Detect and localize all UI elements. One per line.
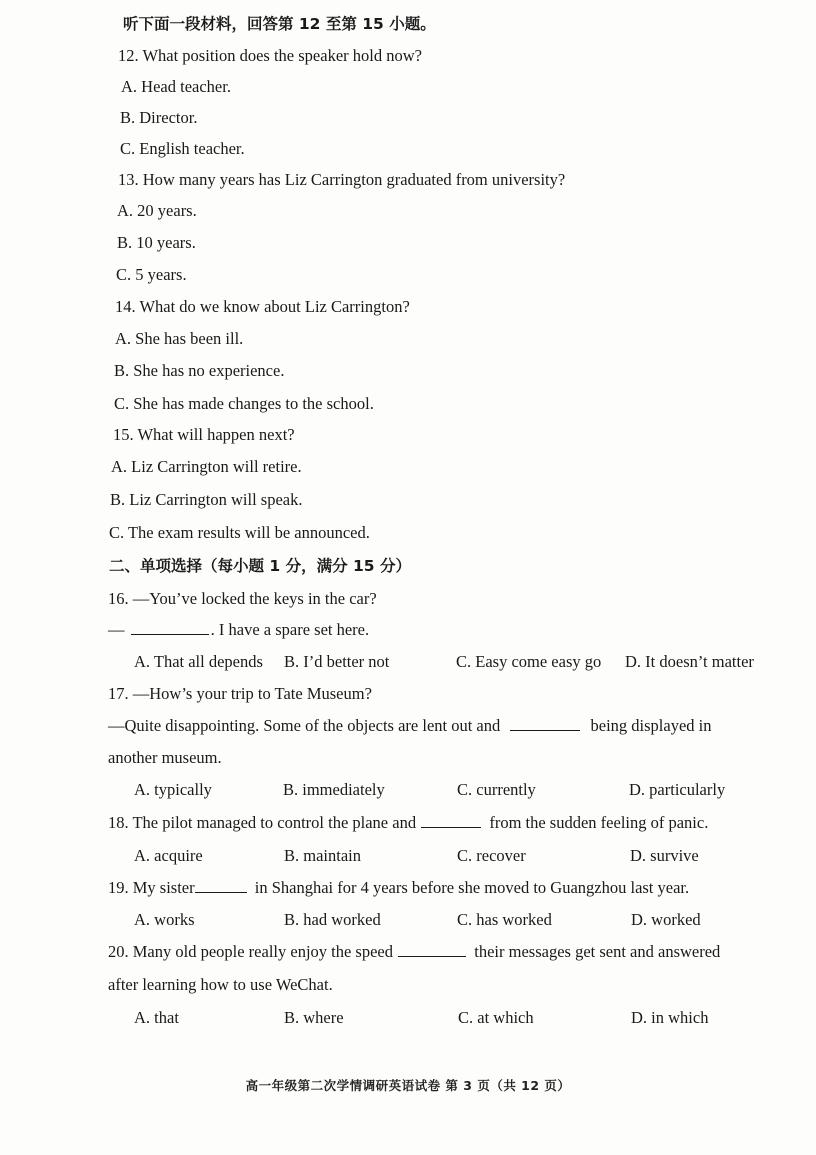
q16-answer-blank bbox=[131, 620, 209, 635]
q20-option-c: C. at which bbox=[458, 1008, 534, 1027]
q14-option-c: C. She has made changes to the school. bbox=[114, 394, 374, 413]
q18-option-a: A. acquire bbox=[134, 846, 203, 865]
q16-line2-prefix: — bbox=[108, 620, 125, 639]
q17-answer-blank bbox=[510, 716, 580, 731]
q12-stem: 12. What position does the speaker hold now? bbox=[118, 46, 422, 65]
q20-option-a: A. that bbox=[134, 1008, 179, 1027]
page-footer: 高一年级第二次学情调研英语试卷 第 3 页（共 12 页） bbox=[245, 1078, 571, 1093]
q20-prefix: 20. Many old people really enjoy the speed bbox=[108, 942, 394, 961]
q13-option-c: C. 5 years. bbox=[116, 265, 187, 284]
q16-line1: 16. —You’ve locked the keys in the car? bbox=[108, 589, 377, 608]
q15-stem: 15. What will happen next? bbox=[113, 425, 295, 444]
q16-option-a: A. That all depends bbox=[134, 652, 263, 671]
q19-option-d: D. worked bbox=[631, 910, 701, 929]
q17-line3: another museum. bbox=[108, 748, 222, 767]
q17-line2-prefix: —Quite disappointing. Some of the objects are lent out and bbox=[108, 716, 501, 735]
q12-option-c: C. English teacher. bbox=[120, 139, 245, 158]
q17-line2-suffix: being displayed in bbox=[590, 716, 712, 735]
q13-option-b: B. 10 years. bbox=[117, 233, 196, 252]
q12-option-b: B. Director. bbox=[120, 108, 198, 127]
q19-prefix: 19. My sister bbox=[108, 878, 195, 897]
q17-option-c: C. currently bbox=[457, 780, 536, 799]
q13-stem: 13. How many years has Liz Carrington graduated from university? bbox=[118, 170, 566, 189]
section2-title: 二、单项选择（每小题 1 分，满分 15 分） bbox=[109, 557, 411, 575]
q15-option-c: C. The exam results will be announced. bbox=[109, 523, 370, 542]
q20-option-d: D. in which bbox=[631, 1008, 709, 1027]
q18-answer-blank bbox=[421, 813, 481, 828]
q19-option-a: A. works bbox=[134, 910, 195, 929]
q16-option-c: C. Easy come easy go bbox=[456, 652, 602, 671]
q19-answer-blank bbox=[195, 878, 247, 893]
q18-prefix: 18. The pilot managed to control the plane and bbox=[108, 813, 417, 832]
q20-suffix: their messages get sent and answered bbox=[474, 942, 721, 961]
q16-option-b: B. I’d better not bbox=[284, 652, 390, 671]
q14-option-b: B. She has no experience. bbox=[114, 361, 285, 380]
listening-instruction: 听下面一段材料，回答第 12 至第 15 小题。 bbox=[123, 15, 436, 33]
q18-option-c: C. recover bbox=[457, 846, 526, 865]
q18-option-d: D. survive bbox=[630, 846, 699, 865]
q17-line1: 17. —How’s your trip to Tate Museum? bbox=[108, 684, 372, 703]
q17-line2 bbox=[108, 716, 712, 736]
q14-stem: 14. What do we know about Liz Carrington? bbox=[115, 297, 410, 316]
q18-suffix: from the sudden feeling of panic. bbox=[489, 813, 709, 832]
q16-option-d: D. It doesn’t matter bbox=[625, 652, 754, 671]
q13-option-a: A. 20 years. bbox=[117, 201, 197, 220]
q18-stem bbox=[108, 813, 708, 833]
q16-line2 bbox=[108, 620, 369, 640]
q20-line2: after learning how to use WeChat. bbox=[108, 975, 333, 994]
q19-stem bbox=[108, 878, 689, 898]
q17-option-b: B. immediately bbox=[283, 780, 385, 799]
q20-stem bbox=[108, 942, 720, 962]
q19-option-b: B. had worked bbox=[284, 910, 381, 929]
q20-option-b: B. where bbox=[284, 1008, 344, 1027]
q17-option-a: A. typically bbox=[134, 780, 212, 799]
q15-option-b: B. Liz Carrington will speak. bbox=[110, 490, 303, 509]
q16-line2-suffix: . I have a spare set here. bbox=[210, 620, 370, 639]
q19-suffix: in Shanghai for 4 years before she moved to Guangzhou last year. bbox=[254, 878, 690, 897]
q15-option-a: A. Liz Carrington will retire. bbox=[111, 457, 302, 476]
q12-option-a: A. Head teacher. bbox=[121, 77, 231, 96]
q14-option-a: A. She has been ill. bbox=[115, 329, 244, 348]
q20-answer-blank bbox=[398, 942, 466, 957]
q18-option-b: B. maintain bbox=[284, 846, 361, 865]
q17-option-d: D. particularly bbox=[629, 780, 726, 799]
q19-option-c: C. has worked bbox=[457, 910, 552, 929]
